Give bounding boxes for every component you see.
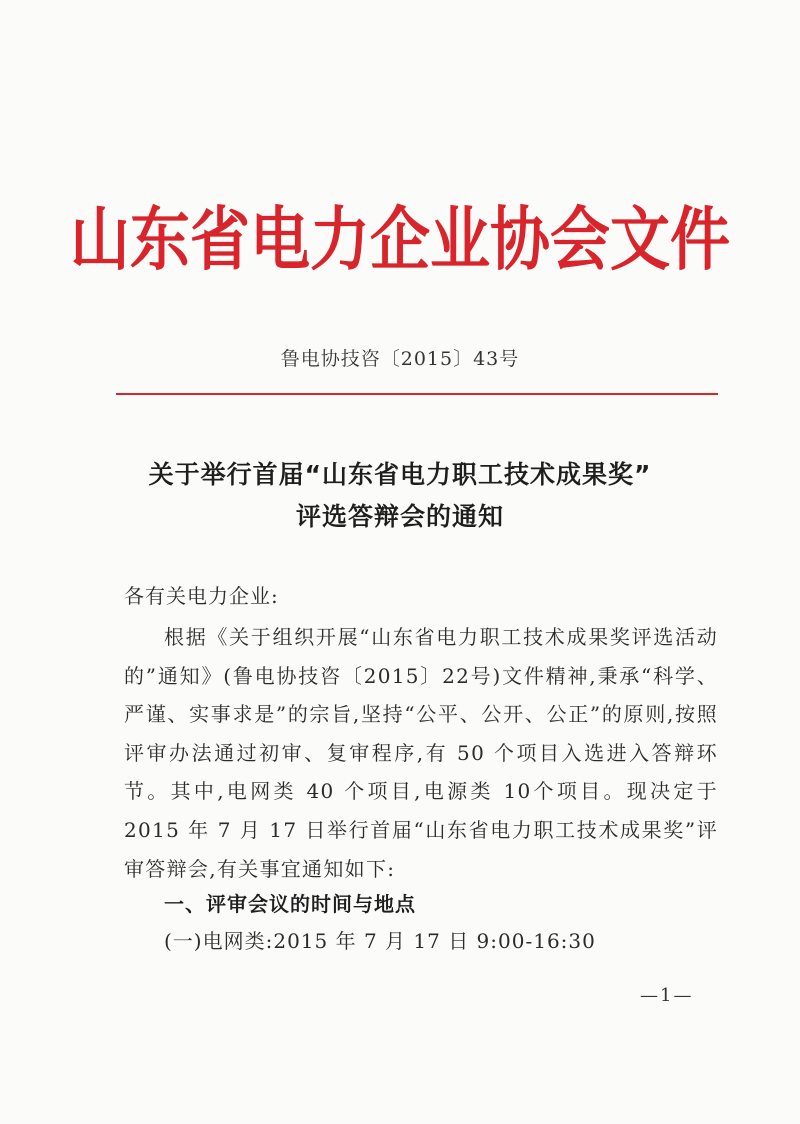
page-number: —1—: [640, 985, 694, 1006]
header-red-divider: [116, 393, 718, 395]
org-header-title: 山东省电力企业协会文件: [70, 199, 730, 281]
salutation: 各有关电力企业:: [124, 584, 279, 608]
notice-title-line1: 关于举行首届“山东省电力职工技术成果奖”: [148, 460, 652, 489]
notice-title-line2: 评选答辩会的通知: [295, 502, 504, 531]
section-heading: 一、评审会议的时间与地点: [164, 892, 416, 916]
document-number: 鲁电协技咨〔2015〕43号: [280, 348, 520, 370]
body-paragraph: 根据《关于组织开展“山东省电力职工技术成果奖评选活动的”通知》(鲁电协技咨〔2015〕22号)文件精神,秉承“科学、严谨、实事求是”的宗旨,坚持“公平、公开、公正”的原则,按照评审办法通过初审、复审程序,有 50 个项目入选进入答辩环节。其中,电网类 40 个项目,电源类 10个项目。现决定于 2015 年 7 月 17 日举行首届“山东省电力职工技术成果奖”评审答辩会,有关事宜通知如下:: [124, 625, 718, 881]
subsection-item: (一)电网类:2015 年 7 月 17 日 9:00-16:30: [164, 929, 596, 953]
